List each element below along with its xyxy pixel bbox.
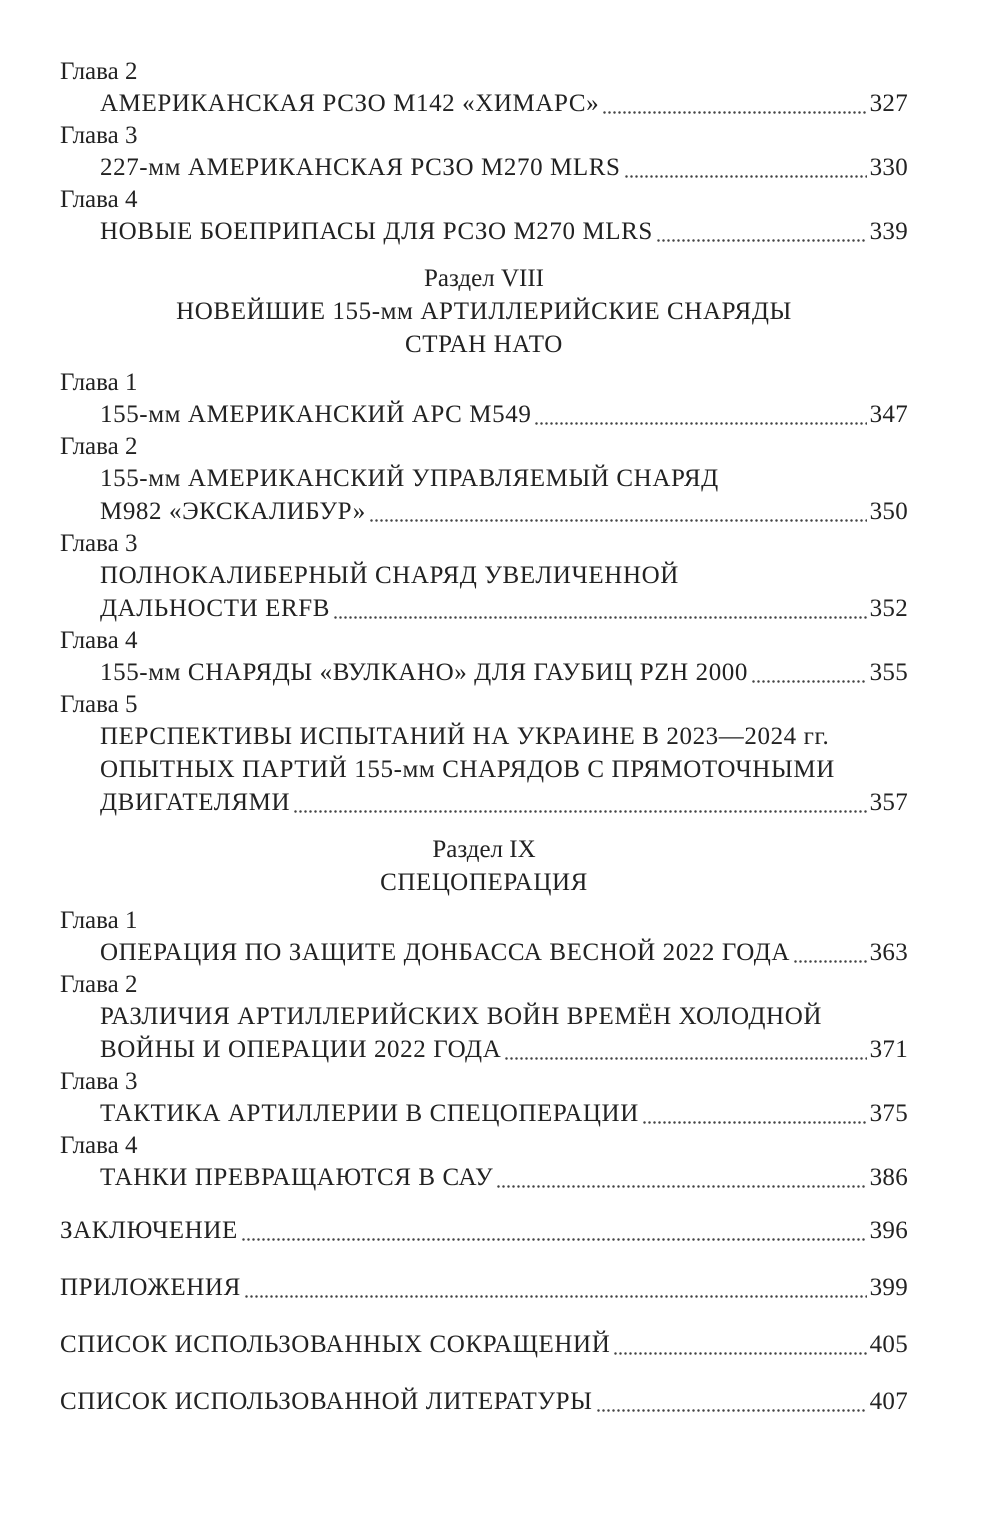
page-number: 363	[869, 939, 908, 966]
entry-title: СПИСОК ИСПОЛЬЗОВАННЫХ СОКРАЩЕНИЙ	[60, 1331, 611, 1358]
chapter-label: Глава 3	[60, 530, 138, 557]
toc-entry[interactable]	[100, 936, 908, 969]
chapter-label: Глава 2	[60, 58, 138, 85]
section-title: НОВЕЙШИЕ 155-мм АРТИЛЛЕРИЙСКИЕ СНАРЯДЫ	[176, 298, 792, 325]
toc-entry[interactable]	[100, 786, 908, 819]
entry-title-line: ОПЫТНЫХ ПАРТИЙ 155-мм СНАРЯДОВ С ПРЯМОТОЧНЫМИ	[100, 756, 835, 783]
dot-leader	[602, 87, 866, 120]
page-number: 339	[869, 218, 908, 245]
table-of-contents	[60, 56, 908, 1418]
entry-title: 155-мм АМЕРИКАНСКИЙ АРС М549	[100, 401, 532, 428]
dot-leader	[751, 656, 867, 689]
page-number: 352	[869, 595, 908, 622]
chapter-label: Глава 1	[60, 369, 138, 396]
toc-entry-references[interactable]	[60, 1385, 908, 1418]
chapter-label: Глава 4	[60, 627, 138, 654]
toc-entry[interactable]	[100, 398, 908, 431]
dot-leader	[496, 1161, 866, 1194]
section-heading	[60, 262, 908, 361]
entry-title: ЗАКЛЮЧЕНИЕ	[60, 1217, 238, 1244]
entry-title: НОВЫЕ БОЕПРИПАСЫ ДЛЯ РСЗО M270 MLRS	[100, 218, 653, 245]
page-number: 327	[869, 90, 908, 117]
page-number: 399	[869, 1274, 908, 1301]
dot-leader	[244, 1271, 867, 1304]
section-heading	[60, 833, 908, 899]
dot-leader	[656, 215, 867, 248]
entry-title: ОПЕРАЦИЯ ПО ЗАЩИТЕ ДОНБАССА ВЕСНОЙ 2022 ГОДА	[100, 939, 791, 966]
entry-title: ДАЛЬНОСТИ ERFB	[100, 595, 331, 622]
dot-leader	[613, 1328, 866, 1361]
dot-leader	[333, 592, 867, 625]
toc-entry[interactable]	[100, 656, 908, 689]
entry-title: М982 «ЭКСКАЛИБУР»	[100, 498, 366, 525]
toc-entry[interactable]	[100, 495, 908, 528]
section-label: Раздел IX	[432, 836, 536, 863]
entry-title: СПИСОК ИСПОЛЬЗОВАННОЙ ЛИТЕРАТУРЫ	[60, 1388, 593, 1415]
toc-entry[interactable]	[100, 215, 908, 248]
dot-leader	[241, 1214, 867, 1247]
toc-entry[interactable]	[100, 1097, 908, 1130]
dot-leader	[624, 151, 867, 184]
page-number: 347	[869, 401, 908, 428]
entry-title: ПРИЛОЖЕНИЯ	[60, 1274, 241, 1301]
page-number: 405	[869, 1331, 908, 1358]
page-number: 371	[869, 1036, 908, 1063]
dot-leader	[793, 936, 867, 969]
dot-leader	[293, 786, 866, 819]
chapter-label: Глава 4	[60, 186, 138, 213]
toc-entry[interactable]	[100, 1033, 908, 1066]
dot-leader	[534, 398, 866, 431]
entry-title: АМЕРИКАНСКАЯ РСЗО М142 «ХИМАРС»	[100, 90, 600, 117]
dot-leader	[642, 1097, 867, 1130]
chapter-label: Глава 2	[60, 971, 138, 998]
dot-leader	[596, 1385, 867, 1418]
page-number: 355	[869, 659, 908, 686]
toc-entry-appendix[interactable]	[60, 1271, 908, 1304]
chapter-label: Глава 1	[60, 907, 138, 934]
chapter-label: Глава 4	[60, 1132, 138, 1159]
entry-title-line: РАЗЛИЧИЯ АРТИЛЛЕРИЙСКИХ ВОЙН ВРЕМЁН ХОЛОДНОЙ	[100, 1003, 823, 1030]
chapter-label: Глава 3	[60, 1068, 138, 1095]
toc-entry[interactable]	[100, 1161, 908, 1194]
page-number: 350	[869, 498, 908, 525]
toc-entry-abbreviations[interactable]	[60, 1328, 908, 1361]
chapter-label: Глава 5	[60, 691, 138, 718]
page-number: 386	[869, 1164, 908, 1191]
page-number: 330	[869, 154, 908, 181]
entry-title: ВОЙНЫ И ОПЕРАЦИИ 2022 ГОДА	[100, 1036, 502, 1063]
page-number: 396	[869, 1217, 908, 1244]
page-number: 375	[869, 1100, 908, 1127]
entry-title: 155-мм СНАРЯДЫ «ВУЛКАНО» ДЛЯ ГАУБИЦ PZH 2000	[100, 659, 748, 686]
page-number: 357	[869, 789, 908, 816]
entry-title: ТАКТИКА АРТИЛЛЕРИИ В СПЕЦОПЕРАЦИИ	[100, 1100, 639, 1127]
entry-title-line: ПОЛНОКАЛИБЕРНЫЙ СНАРЯД УВЕЛИЧЕННОЙ	[100, 562, 679, 589]
section-label: Раздел VIII	[424, 265, 544, 292]
toc-entry-conclusion[interactable]	[60, 1214, 908, 1247]
entry-title: ДВИГАТЕЛЯМИ	[100, 789, 291, 816]
dot-leader	[504, 1033, 866, 1066]
entry-title-line: ПЕРСПЕКТИВЫ ИСПЫТАНИЙ НА УКРАИНЕ В 2023—2024 гг.	[100, 723, 830, 750]
toc-entry[interactable]	[100, 592, 908, 625]
toc-entry[interactable]	[100, 151, 908, 184]
section-title: СТРАН НАТО	[405, 331, 563, 358]
entry-title: 227-мм АМЕРИКАНСКАЯ РСЗО M270 MLRS	[100, 154, 621, 181]
entry-title-line: 155-мм АМЕРИКАНСКИЙ УПРАВЛЯЕМЫЙ СНАРЯД	[100, 465, 719, 492]
dot-leader	[369, 495, 867, 528]
page-number: 407	[869, 1388, 908, 1415]
toc-entry[interactable]	[100, 87, 908, 120]
chapter-label: Глава 2	[60, 433, 138, 460]
entry-title: ТАНКИ ПРЕВРАЩАЮТСЯ В САУ	[100, 1164, 494, 1191]
section-title: СПЕЦОПЕРАЦИЯ	[380, 869, 588, 896]
chapter-label: Глава 3	[60, 122, 138, 149]
